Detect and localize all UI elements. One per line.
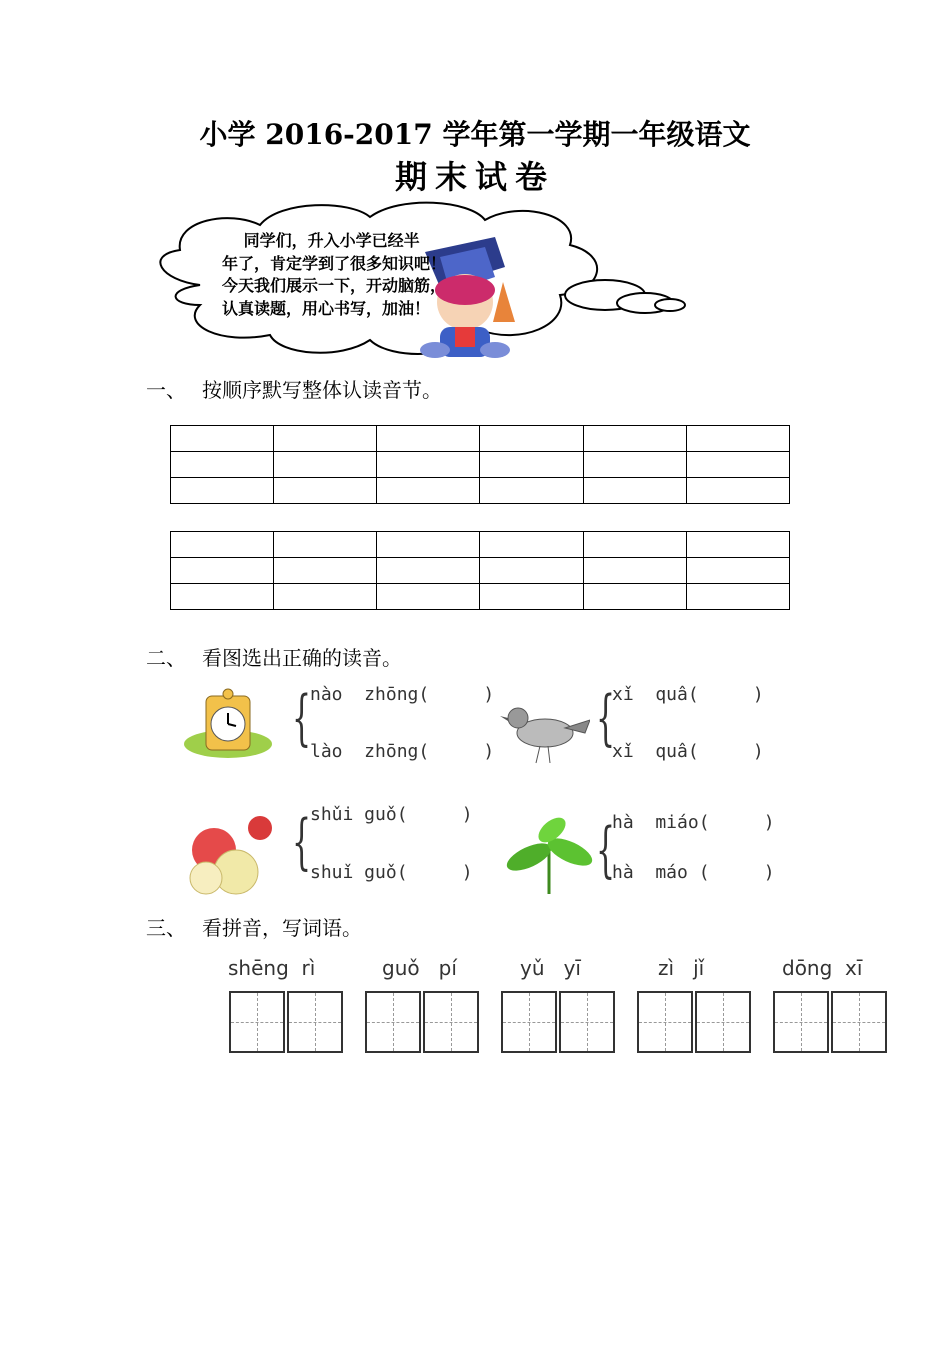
brace-icon: { [292, 807, 312, 877]
intro-line: 年了，肯定学到了很多知识吧！ [222, 253, 447, 273]
writing-cell[interactable] [637, 991, 693, 1053]
syllable-cell[interactable] [274, 452, 377, 478]
syllable-cell[interactable] [377, 558, 480, 584]
syllable-grid-2 [170, 531, 790, 610]
writing-cell[interactable] [501, 991, 557, 1053]
page-title-line2: 期末试卷 [394, 158, 555, 196]
syllable-cell[interactable] [171, 584, 274, 610]
syllable-cell[interactable] [171, 532, 274, 558]
intro-line: 同学们，升入小学已经半 [222, 231, 420, 250]
writing-cell[interactable] [559, 991, 615, 1053]
intro-text [222, 230, 512, 320]
section-1-heading [146, 374, 442, 403]
syllable-cell[interactable] [686, 532, 789, 558]
writing-cell[interactable] [229, 991, 285, 1053]
syllable-cell[interactable] [583, 426, 686, 452]
syllable-cell[interactable] [171, 558, 274, 584]
bird-icon [500, 698, 590, 768]
syllable-cell[interactable] [480, 426, 583, 452]
section-text: 看拼音，写词语。 [202, 916, 362, 940]
syllable-grid-1 [170, 425, 790, 504]
pinyin-option[interactable]: shǔi guǒ( ) [310, 804, 473, 825]
writing-box [365, 991, 480, 1055]
writing-box [637, 991, 752, 1055]
writing-box [229, 991, 344, 1055]
word-pinyin: zì jǐ [658, 956, 705, 980]
intro-line: 认真读题，用心书写，加油！ [222, 298, 431, 318]
syllable-cell[interactable] [480, 452, 583, 478]
brace-icon: { [596, 815, 616, 885]
syllable-cell[interactable] [686, 558, 789, 584]
word-pinyin: shēng rì [228, 956, 316, 980]
syllable-cell[interactable] [377, 584, 480, 610]
section-number: 一、 [146, 378, 186, 402]
brace-icon: { [292, 683, 312, 753]
writing-box [773, 991, 888, 1055]
syllable-cell[interactable] [274, 558, 377, 584]
pinyin-option[interactable]: hà miáo( ) [612, 812, 775, 833]
syllable-cell[interactable] [377, 532, 480, 558]
syllable-cell[interactable] [480, 532, 583, 558]
intro-line: 今天我们展示一下，开动脑筋， [222, 276, 447, 295]
writing-box [501, 991, 616, 1055]
syllable-cell[interactable] [583, 558, 686, 584]
syllable-cell[interactable] [274, 426, 377, 452]
syllable-cell[interactable] [686, 478, 789, 504]
syllable-cell[interactable] [171, 478, 274, 504]
word-pinyin: yǔ yī [520, 956, 581, 980]
syllable-cell[interactable] [480, 584, 583, 610]
section-3-heading [146, 912, 362, 941]
syllable-cell[interactable] [274, 584, 377, 610]
syllable-cell[interactable] [274, 532, 377, 558]
syllable-cell[interactable] [686, 426, 789, 452]
syllable-cell[interactable] [583, 532, 686, 558]
syllable-cell[interactable] [480, 478, 583, 504]
word-pinyin: guǒ pí [382, 956, 457, 980]
syllable-cell[interactable] [583, 452, 686, 478]
writing-cell[interactable] [831, 991, 887, 1053]
syllable-cell[interactable] [171, 452, 274, 478]
syllable-cell[interactable] [583, 584, 686, 610]
word-pinyin: dōng xī [782, 956, 863, 980]
section-number: 二、 [146, 646, 186, 670]
pinyin-option[interactable]: xǐ quâ( ) [612, 684, 764, 705]
syllable-cell[interactable] [377, 478, 480, 504]
pinyin-option[interactable]: nào zhōng( ) [310, 684, 495, 705]
section-text: 看图选出正确的读音。 [202, 646, 402, 670]
syllable-cell[interactable] [583, 478, 686, 504]
section-2-heading [146, 642, 402, 671]
writing-cell[interactable] [773, 991, 829, 1053]
seedling-icon [504, 812, 594, 897]
writing-cell[interactable] [365, 991, 421, 1053]
brace-icon: { [596, 683, 616, 753]
syllable-cell[interactable] [171, 426, 274, 452]
pinyin-option[interactable]: xǐ quâ( ) [612, 741, 764, 762]
syllable-cell[interactable] [377, 426, 480, 452]
page-title-line1: 小学 2016-2017 学年第一学期一年级语文 [199, 118, 751, 151]
section-text: 按顺序默写整体认读音节。 [202, 378, 442, 402]
alarm-clock-icon [182, 688, 274, 760]
syllable-cell[interactable] [686, 452, 789, 478]
writing-cell[interactable] [287, 991, 343, 1053]
syllable-cell[interactable] [274, 478, 377, 504]
writing-cell[interactable] [695, 991, 751, 1053]
fruit-icon [176, 810, 276, 895]
section-number: 三、 [146, 916, 186, 940]
pinyin-option[interactable]: lào zhōng( ) [310, 741, 495, 762]
writing-cell[interactable] [423, 991, 479, 1053]
pinyin-option[interactable]: hà máo ( ) [612, 862, 775, 883]
pinyin-option[interactable]: shuǐ guǒ( ) [310, 862, 473, 883]
syllable-cell[interactable] [686, 584, 789, 610]
syllable-cell[interactable] [377, 452, 480, 478]
syllable-cell[interactable] [480, 558, 583, 584]
